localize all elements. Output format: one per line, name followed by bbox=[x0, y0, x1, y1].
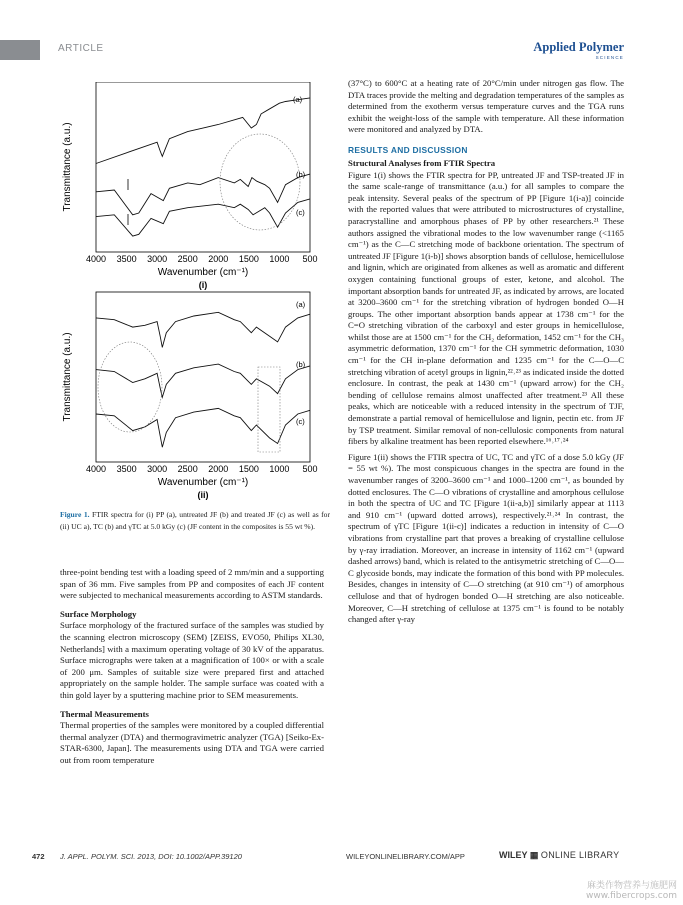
book-icon: ▦ bbox=[529, 850, 539, 860]
subsection-heading: Surface Morphology bbox=[60, 608, 137, 619]
panel-ii bbox=[62, 292, 318, 500]
journal-url[interactable]: WILEYONLINELIBRARY.COM/APP bbox=[346, 852, 465, 861]
left-column bbox=[60, 567, 324, 767]
panel-ii-xtick: 4000 bbox=[85, 464, 107, 474]
panel-i-xtick: 3500 bbox=[116, 254, 137, 264]
panel-i-xtick: 1000 bbox=[269, 254, 290, 264]
panel-i-xtick: 3000 bbox=[147, 254, 168, 264]
panel-ii-xtick: 3000 bbox=[147, 464, 168, 474]
panel-ii-dotted-enclosure-oh bbox=[98, 342, 162, 432]
wiley-logo bbox=[499, 850, 619, 861]
paragraph: three-point bending test with a loading speed of 2 mm/min and a supporting span of 36 mm. Five samples from PP and composites of each JF content were subjected to mechanical measurements according to ASTM standards. bbox=[60, 567, 324, 601]
panel-i-xlabel: Wavenumber (cm⁻¹) bbox=[157, 267, 249, 278]
figure-1-svg bbox=[60, 82, 336, 514]
section-heading: RESULTS AND DISCUSSION bbox=[348, 144, 468, 155]
panel-i-label: (i) bbox=[198, 280, 208, 290]
panel-ii-frame bbox=[96, 292, 310, 462]
section-label: ARTICLE bbox=[58, 43, 104, 54]
panel-ii-xticks bbox=[86, 464, 318, 474]
panel-ii-curve-label-c: (c) bbox=[296, 417, 305, 426]
panel-ii-dotted-enclosure-co bbox=[258, 367, 280, 452]
panel-i-curve-label-a: (a) bbox=[293, 95, 303, 104]
panel-i-curve-label-c: (c) bbox=[296, 208, 305, 217]
page-number: 472 bbox=[32, 852, 45, 861]
panel-ii-curve-label-b: (b) bbox=[296, 360, 306, 369]
panel-i-xticks bbox=[86, 254, 318, 264]
spectrum-line-ii-b bbox=[96, 364, 310, 397]
panel-i-curve-label-b: (b) bbox=[296, 170, 306, 179]
panel-i-xtick: 2000 bbox=[208, 254, 229, 264]
watermark-line-1: 麻类作物营养与施肥网 bbox=[586, 881, 677, 891]
right-column bbox=[348, 78, 624, 626]
panel-ii-xtick: 2500 bbox=[177, 464, 198, 474]
panel-ii-xtick: 1000 bbox=[269, 464, 290, 474]
panel-ii-curve-label-a: (a) bbox=[296, 300, 306, 309]
subsection-heading: Thermal Measurements bbox=[60, 708, 149, 719]
wiley-wordmark: WILEY bbox=[499, 850, 528, 860]
panel-ii-curves bbox=[96, 312, 310, 447]
panel-i bbox=[62, 82, 318, 290]
spectrum-line-i-a bbox=[96, 98, 310, 164]
journal-citation: J. APPL. POLYM. SCI. 2013, DOI: 10.1002/APP.39120 bbox=[60, 852, 242, 861]
journal-name: Applied Polymer bbox=[533, 40, 624, 54]
figure-caption-label: Figure 1. bbox=[60, 510, 90, 519]
panel-ii-xtick: 1500 bbox=[238, 464, 259, 474]
subsection-heading: Structural Analyses from FTIR Spectra bbox=[348, 157, 496, 168]
spectrum-line-ii-c bbox=[96, 408, 310, 447]
panel-ii-xtick: 500 bbox=[302, 464, 318, 474]
panel-ii-xlabel: Wavenumber (cm⁻¹) bbox=[157, 477, 249, 488]
figure-caption-text: FTIR spectra for (i) PP (a), untreated JF (b) and treated JF (c) as well as for (ii) UC a), TC (b) and γTC at 5.0 kGy (c) (JF content in the composites is 55 wt %). bbox=[60, 510, 331, 531]
panel-i-xtick: 4000 bbox=[85, 254, 107, 264]
paragraph: Thermal properties of the samples were monitored by a coupled differential thermal analyzer (DTA) and thermogravimetric analyzer (TGA) [Seiko-Ex-STAR-6300, Japan]. The measurements using DTA and TGA were carried out from room temperature bbox=[60, 720, 324, 765]
panel-i-xtick: 1500 bbox=[238, 254, 259, 264]
watermark-line-2: www.fibercrops.com bbox=[586, 891, 677, 901]
watermark bbox=[586, 881, 677, 901]
panel-ii-ylabel: Transmittance (a.u.) bbox=[62, 332, 73, 422]
panel-ii-xtick: 3500 bbox=[116, 464, 137, 474]
paragraph: Figure 1(ii) shows the FTIR spectra of UC, TC and γTC of a dose 5.0 kGy (JF = 55 wt %). The most conspicuous changes in the spectra are found in the wavenumber ranges of 3200–3600 cm⁻¹ and 1000–1200 cm⁻¹, as bounded by dotted enclosures. The C—O vibrations of crystalline and amorphous cellulose in both the spectra of UC and TC [Figure 1(ii-a,b)] similarly appear at 1113 and 910 cm⁻¹ (upward dotted arrows), respectively.²¹˒²⁴ In contrast, the spectrum of γTC [Figure 1(ii-c)] indicates a reduction in intensity of C—O vibrations from crystalline part that proves a breaking of crystalline cellulose by γ-ray irradiation. Moreover, an increase in intensity of 1162 cm⁻¹ (upward dashed arrows) band, which is related to the antisymetric stretching of C—O—C glycoside bonds, may indicate the formation of this bond with PP molecules. Besides, changes in intensity of C—O stretching (at 910 cm⁻¹) of amorphous cellulose and that of hydrogen bonded O—H stretching are also noticeable. Moreover, C—H stretching of cellulose at 1375 cm⁻¹ is found to be notably changed after γ-ray bbox=[348, 451, 624, 625]
figure-1 bbox=[60, 82, 336, 514]
wiley-online-library: ONLINE LIBRARY bbox=[540, 850, 620, 860]
paragraph: (37°C) to 600°C at a heating rate of 20°C/min under nitrogen gas flow. The DTA traces provide the melting and degradation temperatures of the samples as determined from the exotherm versus temperature curves and the TGA runs exhibit the weight-loss of the sample with temperature. All these information were monitored and analyzed by DTA. bbox=[348, 78, 625, 135]
panel-i-ylabel: Transmittance (a.u.) bbox=[62, 122, 73, 212]
header-accent-bar bbox=[0, 40, 40, 60]
paragraph: Surface morphology of the fractured surface of the samples was studied by the scanning electron microscopy (SEM) [ZEISS, EVO50, Philips XL30, Netherlands] with a maximum operating voltage of 30 kV of the apparatus. Surface micrographs were taken at a magnification of 100× or with a scale of 200 μm. Samples of suitable size were prepared first and attached appropriately on the sample holder. The sample surface was coated with a thin gold layer by a sputtering machine prior to SEM measurements. bbox=[60, 620, 324, 700]
paragraph: Figure 1(i) shows the FTIR spectra for PP, untreated JF and TSP-treated JF in the same scale-range of transmittance (a.u.) for all samples to compare the peak intensity. Several peaks of the spectrum of PP [Figure 1(i-a)] coincide with the reported values that were attributed to microstructures of crystalline, paracrystalline and amorphous phases of PP by other researchers.²¹ These authors assigned the vibrational modes to the low wavenumber range (<1165 cm⁻¹) as the C—C stretching mode of backbone orientation. The spectrum of untreated JF [Figure 1(i-b)] shows absorption bands of cellulose, hemicellulose and lignin, which are originated from alkenes as well as aromatic and different oxygen containing functional groups of ester, ketone, and alcohol. The important absorption bands for untreated JF, as indicated by arrows, are located at 3200–3600 cm⁻¹ for the stretching vibration of hydrogen bonded O—H groups. The other important absorption bands appear at 1738 cm⁻¹ for the C=O stretching vibration of the carboxyl and ester groups in hemicellulose, whilst those are at 1500 cm⁻¹ for the CH₂ deformation, 1452 cm⁻¹ for the CH₃ asymmetric deformation, 1370 cm⁻¹ for the CH symmetric deformation, 1030 cm⁻¹ for the CH in-plane deformation and 1235 cm⁻¹ for the C—O—C stretching vibration of acetyl groups in lignin,²²˒²³ as indicated inside the dotted enclosure. In contrast, the peak at 1430 cm⁻¹ (upward arrow) for the CH₂ bending of cellulose remains almost unaffected after treatment.²³ All these peaks, which are noticeable with a reduced intensity in the spectrum of TJF, demonstrate a partial removal of hemicellulose and lignin, pectin etc. from JF by TSP treatment. Similar removal of non-cellulosic components from natural fibers by alkaline treatment has been reported elsewhere.¹⁶˒¹⁷˒²⁴ bbox=[348, 169, 625, 447]
figure-caption bbox=[60, 509, 330, 533]
journal-sub: SCIENCE bbox=[595, 55, 624, 60]
journal-logo bbox=[512, 40, 624, 60]
panel-i-xtick: 500 bbox=[302, 254, 318, 264]
panel-i-xtick: 2500 bbox=[177, 254, 198, 264]
panel-ii-label: (ii) bbox=[197, 490, 209, 500]
panel-ii-xtick: 2000 bbox=[208, 464, 229, 474]
